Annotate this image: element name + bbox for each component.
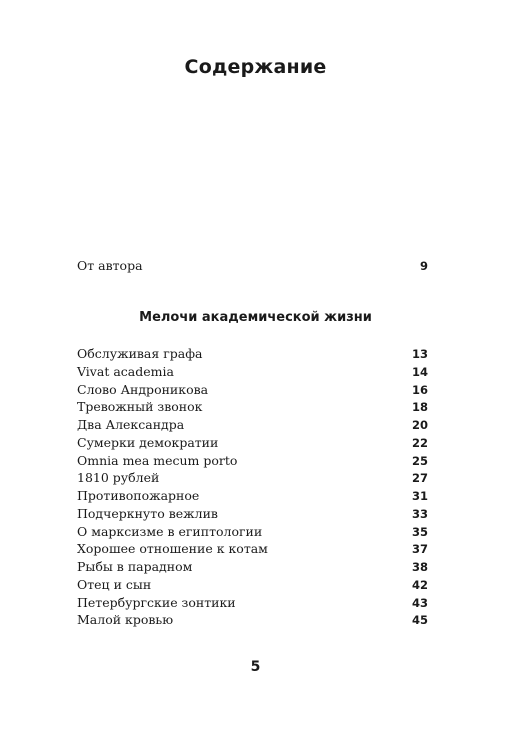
toc-entry-page: 37 bbox=[411, 542, 428, 557]
toc-entry-title: 1810 рублей bbox=[77, 470, 160, 486]
toc-entry-page: 22 bbox=[411, 435, 428, 450]
toc-entry bbox=[77, 488, 428, 506]
toc-entry-title: Vivat academia bbox=[77, 363, 174, 379]
toc-entry-page: 16 bbox=[411, 382, 428, 397]
toc-entry bbox=[77, 541, 428, 559]
toc-entry-page: 20 bbox=[411, 418, 428, 432]
toc-entry bbox=[77, 612, 428, 630]
section-heading: Мелочи академической жизни bbox=[139, 310, 372, 325]
toc-entry bbox=[77, 346, 428, 364]
toc-entry bbox=[77, 506, 428, 524]
toc-entry-page: 45 bbox=[411, 613, 428, 628]
toc-entry bbox=[77, 399, 428, 417]
toc-entry-title: Подчеркнуто вежлив bbox=[77, 505, 218, 521]
page-title: Содержание bbox=[184, 56, 327, 78]
toc-entry-page: 13 bbox=[411, 347, 428, 361]
toc-entry-title: От автора bbox=[77, 258, 143, 273]
toc-entry bbox=[77, 595, 428, 613]
toc-entry-page: 35 bbox=[411, 524, 428, 539]
toc-entry-page: 9 bbox=[419, 259, 428, 273]
toc-entry-title: Слово Андроникова bbox=[77, 381, 209, 397]
toc-entry-page: 31 bbox=[411, 489, 428, 503]
toc-entry-page: 18 bbox=[411, 400, 428, 415]
toc-entry-page: 14 bbox=[411, 364, 428, 379]
toc-entry bbox=[77, 382, 428, 400]
toc-entry-title: Рыбы в парадном bbox=[77, 559, 193, 574]
toc-entry-title: Тревожный звонок bbox=[77, 399, 203, 415]
toc-entry bbox=[77, 453, 428, 471]
toc-entry-title: О марксизме в египтологии bbox=[77, 523, 263, 539]
toc-entry-title: Отец и сын bbox=[77, 576, 152, 592]
toc-entry bbox=[77, 435, 428, 453]
toc-entry-title: Петербургские зонтики bbox=[77, 594, 236, 610]
toc-entry bbox=[77, 417, 428, 435]
toc-entry-page: 33 bbox=[411, 506, 428, 521]
toc-entry-page: 27 bbox=[411, 471, 428, 486]
toc-entry bbox=[77, 524, 428, 542]
toc-entry bbox=[77, 470, 428, 488]
toc-entry-page: 38 bbox=[411, 560, 428, 574]
toc-entry-page: 25 bbox=[411, 453, 428, 468]
toc-entry bbox=[77, 577, 428, 595]
toc-entry-title: Сумерки демократии bbox=[77, 434, 219, 450]
toc-entry-page: 43 bbox=[411, 595, 428, 610]
toc-entry-title: Omnia mea mecum porto bbox=[77, 452, 238, 468]
toc-entry-title: Малой кровью bbox=[77, 612, 174, 628]
toc-entry-page: 42 bbox=[411, 577, 428, 592]
toc-entry-title: Два Александра bbox=[77, 417, 185, 432]
toc-entry-title: Обслуживая графа bbox=[77, 346, 203, 361]
toc-entry-title: Противопожарное bbox=[77, 488, 200, 503]
toc-entry-title: Хорошее отношение к котам bbox=[77, 541, 268, 557]
toc-entry bbox=[77, 364, 428, 382]
toc-entry bbox=[77, 559, 428, 577]
page-number: 5 bbox=[250, 659, 261, 675]
